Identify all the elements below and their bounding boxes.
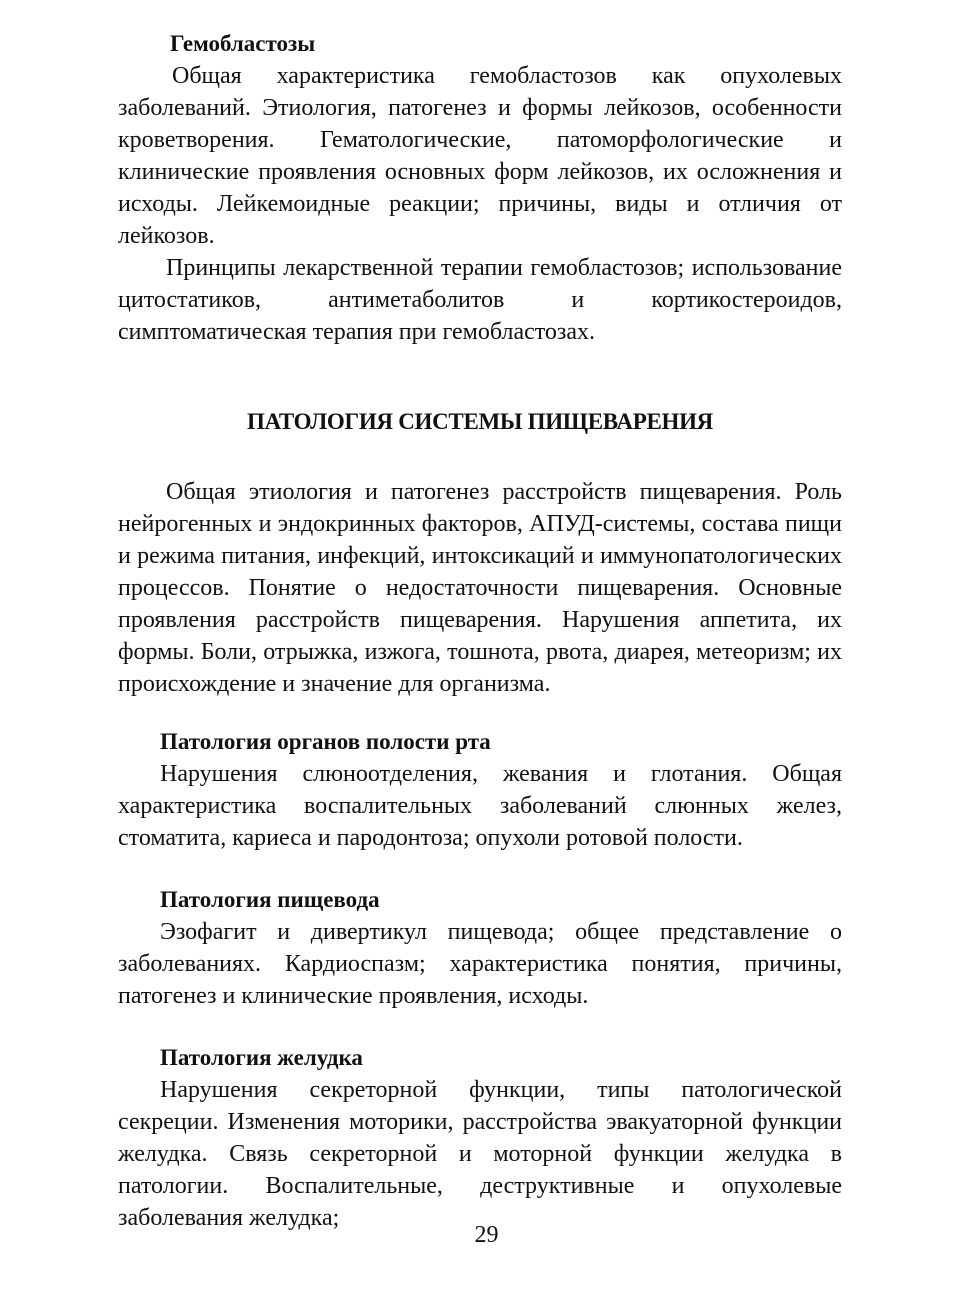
section-heading-stomach: Патология желудка — [160, 1045, 363, 1070]
paragraph-esophagus: Эзофагит и дивертикул пищевода; общее представление о заболеваниях. Кардиоспазм; характеристика понятия, причины, патогенез и клинические проявления, исходы. — [118, 919, 842, 1009]
page-number: 29 — [474, 1222, 499, 1248]
paragraph-oral: Нарушения слюноотделения, жевания и глотания. Общая характеристика воспалительных заболеваний слюнных желез, стоматита, кариеса и пародонтоза; опухоли ротовой полости. — [118, 761, 842, 851]
paragraph-hemoblastoses-2: Принципы лекарственной терапии гемобластозов; использование цитостатиков, антиметаболитов и кортикостероидов, симптоматическая терапия при гемобластозах. — [118, 255, 842, 345]
section-heading-oral: Патология органов полости рта — [160, 729, 491, 754]
paragraph-digestive-intro: Общая этиология и патогенез расстройств пищеварения. Роль нейрогенных и эндокринных факторов, АПУД-системы, состава пищи и режима питания, инфекций, интоксикаций и иммунопатологических процессов. Понятие о недостаточности пищеварения. Основные проявления расстройств пищеварения. Нарушения аппетита, их формы. Боли, отрыжка, изжога, тошнота, рвота, диарея, метеоризм; их происхождение и значение для организма. — [118, 479, 842, 697]
paragraph-stomach: Нарушения секреторной функции, типы патологической секреции. Изменения моторики, расстройства эвакуаторной функции желудка. Связь секреторной и моторной функции желудка в патологии. Воспалительные, деструктивные и опухолевые заболевания желудка; — [118, 1077, 842, 1231]
section-heading-hemoblastoses: Гемобластозы — [170, 31, 316, 56]
page-content — [118, 28, 842, 1234]
paragraph-hemoblastoses-1: Общая характеристика гемобластозов как опухолевых заболеваний. Этиология, патогенез и формы лейкозов, особенности кроветворения. Гематологические, патоморфологические и клинические проявления основных форм лейкозов, их осложнения и исходы. Лейкемоидные реакции; причины, виды и отличия от лейкозов. — [118, 63, 842, 249]
chapter-heading-digestive: ПАТОЛОГИЯ СИСТЕМЫ ПИЩЕВАРЕНИЯ — [247, 409, 713, 434]
section-heading-esophagus: Патология пищевода — [160, 887, 380, 912]
